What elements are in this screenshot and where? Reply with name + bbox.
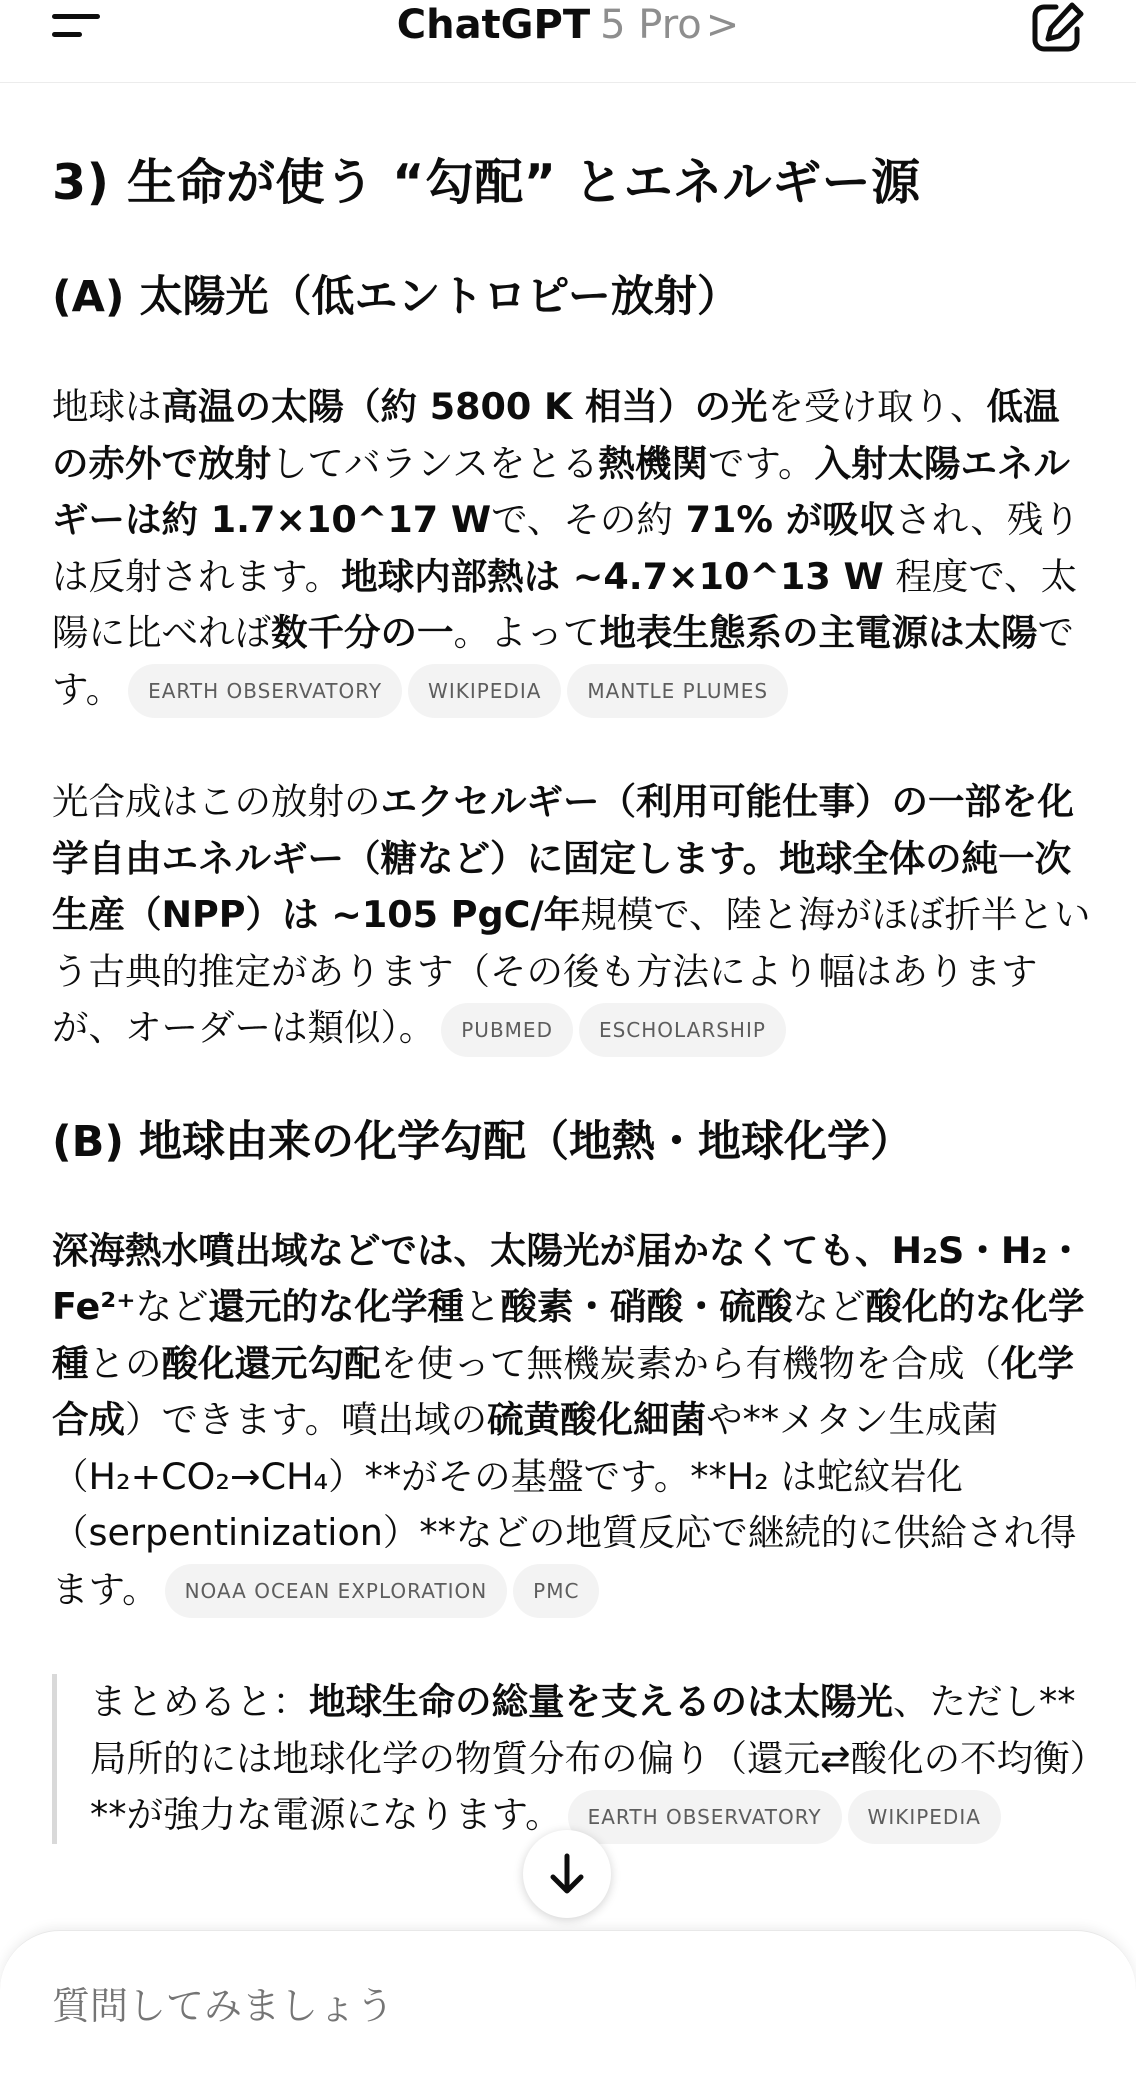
composer: [0, 1930, 1136, 2091]
citation-chip[interactable]: EARTH OBSERVATORY: [128, 664, 402, 718]
summary-blockquote: [52, 1674, 1092, 1844]
arrow-down-icon: [523, 1830, 611, 1918]
citation-chip[interactable]: PMC: [513, 1564, 599, 1618]
paragraph-photosynthesis: 光合成はこの放射のエクセルギー（利用可能仕事）の一部を化学自由エネルギー（糖など）に固定します。地球全体の純一次生産（NPP）は ~105 PgC/年規模で、陸と海がほぼ折半という古典的推定があります（その後も方法により幅はありますが、オーダーは類似）。 PUBMED ESCHOLARSHIP: [52, 774, 1092, 1057]
paragraph-chemosynthesis: 深海熱水噴出域などでは、太陽光が届かなくても、H₂S・H₂・Fe²⁺など還元的な化学種と酸素・硝酸・硫酸など酸化的な化学種との酸化還元勾配を使って無機炭素から有機物を合成（化学合成）できます。噴出域の硫黄酸化細菌や**メタン生成菌（H₂+CO₂→CH₄）**がその基盤です。**H₂ は蛇紋岩化（serpentinization）**などの地質反応で継続的に供給され得ます。 NOAA OCEAN EXPLORATION PMC: [52, 1223, 1092, 1619]
app-title: ChatGPT: [396, 2, 591, 48]
section-heading: 3) 生命が使う “勾配” とエネルギー源: [52, 154, 921, 211]
message-input[interactable]: [52, 1981, 1052, 2031]
assistant-message: [52, 148, 1092, 1844]
citation-chip[interactable]: EARTH OBSERVATORY: [568, 1790, 842, 1844]
chevron-right-icon: >: [705, 2, 740, 48]
citation-chip[interactable]: NOAA OCEAN EXPLORATION: [165, 1564, 508, 1618]
citation-chip[interactable]: WIKIPEDIA: [408, 664, 561, 718]
citation-chip[interactable]: MANTLE PLUMES: [567, 664, 788, 718]
scroll-to-bottom-button[interactable]: [523, 1830, 611, 1918]
paragraph-sunlight: 地球は高温の太陽（約 5800 K 相当）の光を受け取り、低温の赤外で放射してバランスをとる熱機関です。入射太陽エネルギーは約 1.7×10^17 Wで、その約 71% が吸収され、残りは反射されます。地球内部熱は ~4.7×10^13 W 程度で、太陽に比べれば数千分の一。よって地表生態系の主電源は太陽です。 EARTH OBSERVATORY WIKIPEDIA MANTLE PLUMES: [52, 379, 1092, 718]
model-name: 5 Pro: [600, 2, 702, 48]
citation-chip[interactable]: WIKIPEDIA: [848, 1790, 1001, 1844]
summary-text: まとめると：地球生命の総量を支えるのは太陽光、ただし**局所的には地球化学の物質分布の偏り（還元⇄酸化の不均衡）**が強力な電源になります。 EARTH OBSERVATORY WIKIPEDIA: [90, 1674, 1092, 1844]
subheading-a: (A) 太陽光（低エントロピー放射）: [52, 272, 740, 322]
citation-chip[interactable]: PUBMED: [441, 1003, 573, 1057]
model-selector[interactable]: [0, 0, 1136, 50]
new-chat-edit-icon[interactable]: [1030, 0, 1086, 54]
top-bar: [0, 0, 1136, 83]
subheading-b: (B) 地球由来の化学勾配（地熱・地球化学）: [52, 1116, 914, 1167]
citation-chip[interactable]: ESCHOLARSHIP: [579, 1003, 786, 1057]
